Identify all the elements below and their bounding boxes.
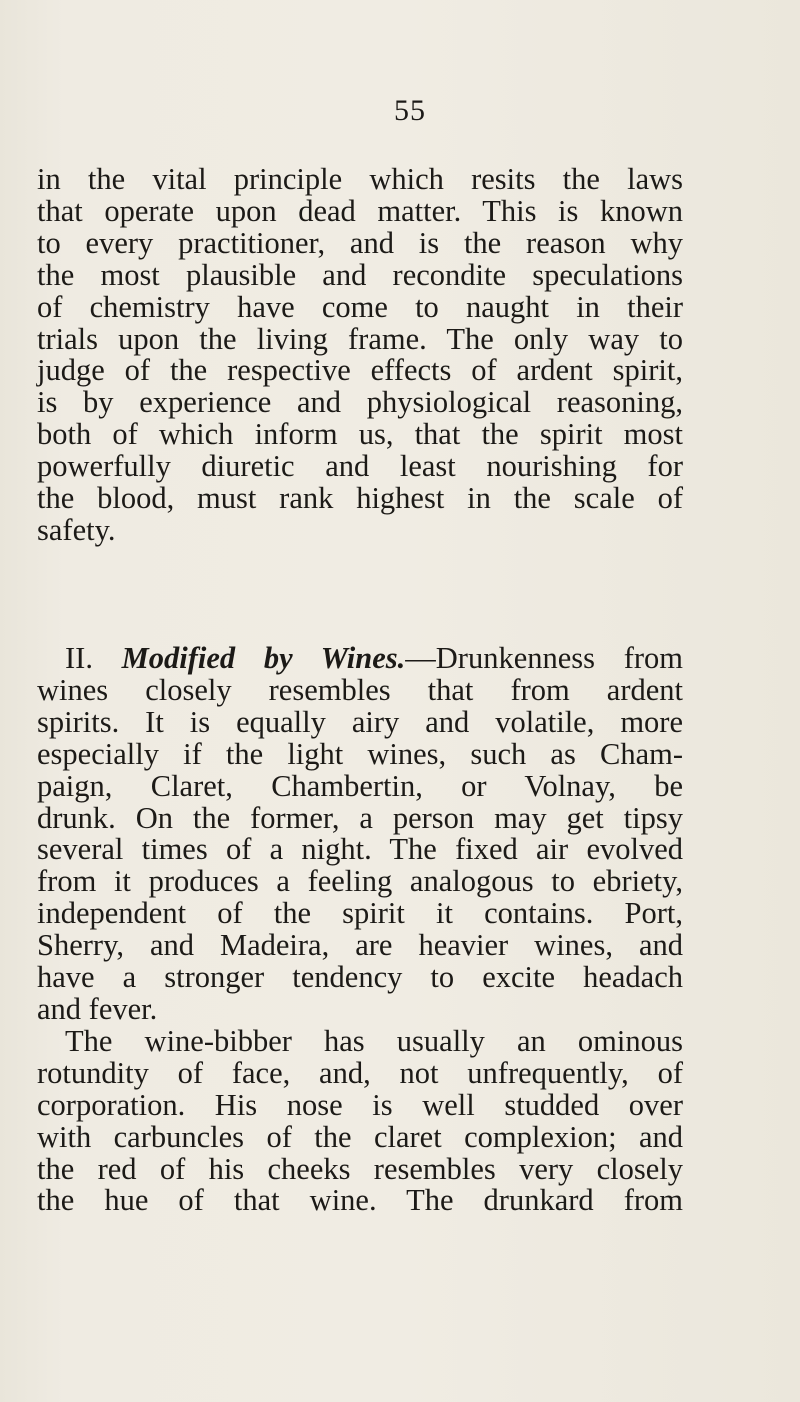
text-line: the red of his cheeks resembles very closely [37,1151,683,1186]
text-line: of chemistry have come to naught in their [37,289,683,324]
text-line: the hue of that wine. The drunkard from [37,1183,683,1218]
page-number: 55 [394,94,426,127]
section-title: Modified by Wines. [121,641,406,675]
text-line: The wine-bibber has usually an ominous [65,1023,683,1058]
text-line: especially if the light wines, such as Cham- [37,736,683,771]
text-line: from it produces a feeling analogous to ebriety, [37,864,683,899]
text-line: in the vital principle which resits the laws [37,162,683,196]
section-number: II. [65,641,93,675]
text-line: powerfully diuretic and least nourishing for [37,449,683,484]
text-line: the blood, must rank highest in the scale of [37,481,683,516]
section-ii [37,643,683,1217]
text-line: and fever. [37,991,158,1026]
section-heading-line [37,643,683,675]
text-line: judge of the respective effects of ardent spirit, [37,353,683,388]
text-line: to every practitioner, and is the reason why [37,225,683,260]
text-line: both of which inform us, that the spirit most [37,417,683,452]
text-line: corporation. His nose is well studded over [37,1087,683,1122]
text-line: Sherry, and Madeira, are heavier wines, and [37,928,683,963]
text-line: safety. [37,512,116,547]
text-line: is by experience and physiological reasoning, [37,385,683,420]
text-line: have a stronger tendency to excite headach [37,960,683,995]
text-line: that operate upon dead matter. This is known [37,193,683,228]
text-line: several times of a night. The fixed air evolved [37,832,683,867]
text-line: with carbuncles of the claret complexion; and [37,1119,683,1154]
text-line: drunk. On the former, a person may get tipsy [37,800,683,835]
text-line: trials upon the living frame. The only way to [37,321,683,356]
section-heading-text: —Drunkenness from [405,641,683,675]
text-line: rotundity of face, and, not unfrequently, of [37,1055,683,1090]
text-line: the most plausible and recondite speculations [37,257,683,292]
text-line: wines closely resembles that from ardent [37,672,683,707]
text-line: independent of the spirit it contains. Port, [37,896,683,931]
text-line: spirits. It is equally airy and volatile, more [37,704,683,739]
paragraph-1 [37,164,683,547]
text-line: paign, Claret, Chambertin, or Volnay, be [37,768,683,803]
